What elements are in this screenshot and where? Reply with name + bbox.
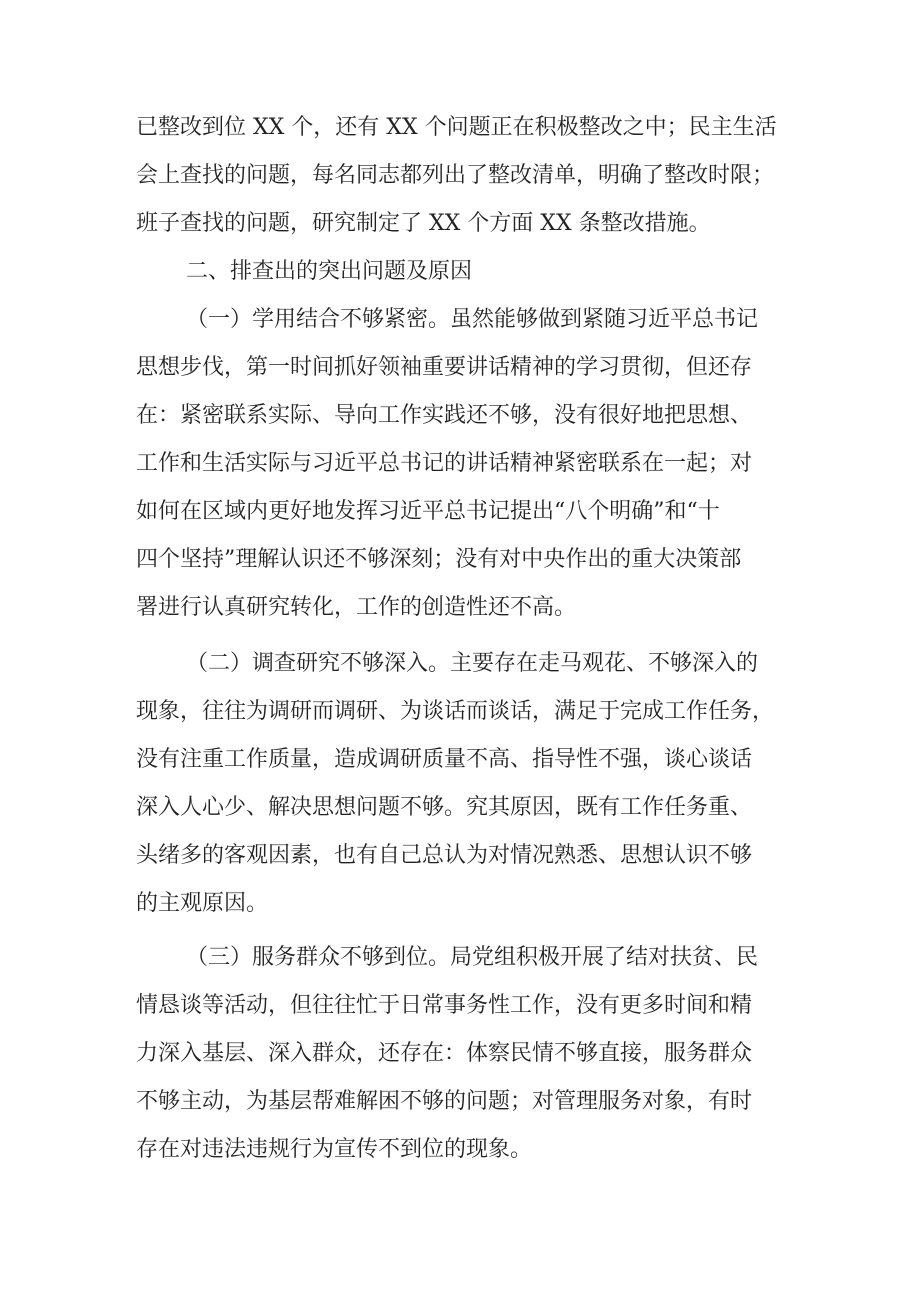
- text-line: 如何在区域内更好地发挥习近平总书记提出“八个明确”和“十: [136, 499, 720, 524]
- text-line: 班子查找的问题，研究制定了 XX 个方面 XX 条整改措施。: [136, 211, 711, 236]
- text-line: 深入人心少、解决思想问题不够。究其原因，既有工作任务重、: [136, 795, 753, 820]
- text-line: 不够主动，为基层帮难解困不够的问题；对管理服务对象，有时: [136, 1089, 753, 1114]
- text-line: 在：紧密联系实际、导向工作实践还不够，没有很好地把思想、: [136, 403, 753, 428]
- text-line: 存在对违法违规行为宣传不到位的现象。: [136, 1137, 533, 1162]
- paragraph-start: （一）学用结合不够紧密。虽然能够做到紧随习近平总书记: [186, 307, 759, 332]
- text-line: 的主观原因。: [136, 891, 269, 916]
- paragraph-start: （二）调查研究不够深入。主要存在走马观花、不够深入的: [186, 651, 759, 676]
- text-line: 工作和生活实际与习近平总书记的讲话精神紧密联系在一起；对: [136, 451, 753, 476]
- text-line: 情恳谈等活动，但往往忙于日常事务性工作，没有更多时间和精: [136, 993, 753, 1018]
- text-line: 署进行认真研究转化，工作的创造性还不高。: [136, 595, 577, 620]
- text-line: 会上查找的问题，每名同志都列出了整改清单，明确了整改时限；: [136, 163, 775, 188]
- text-line: 思想步伐，第一时间抓好领袖重要讲话精神的学习贯彻，但还存: [136, 355, 753, 380]
- text-line: 头绪多的客观因素，也有自己总认为对情况熟悉、思想认识不够: [136, 843, 753, 868]
- text-line: 力深入基层、深入群众，还存在：体察民情不够直接，服务群众: [136, 1041, 753, 1066]
- text-line: 没有注重工作质量，造成调研质量不高、指导性不强，谈心谈话: [136, 747, 753, 772]
- text-line: 四个坚持”理解认识还不够深刻；没有对中央作出的重大决策部: [136, 547, 742, 572]
- section-heading: 二、排查出的突出问题及原因: [186, 259, 473, 284]
- text-line: 已整改到位 XX 个，还有 XX 个问题正在积极整改之中；民主生活: [136, 115, 777, 140]
- paragraph-start: （三）服务群众不够到位。局党组积极开展了结对扶贫、民: [186, 945, 759, 970]
- text-line: 现象，往往为调研而调研、为谈话而谈话，满足于完成工作任务，: [136, 699, 775, 724]
